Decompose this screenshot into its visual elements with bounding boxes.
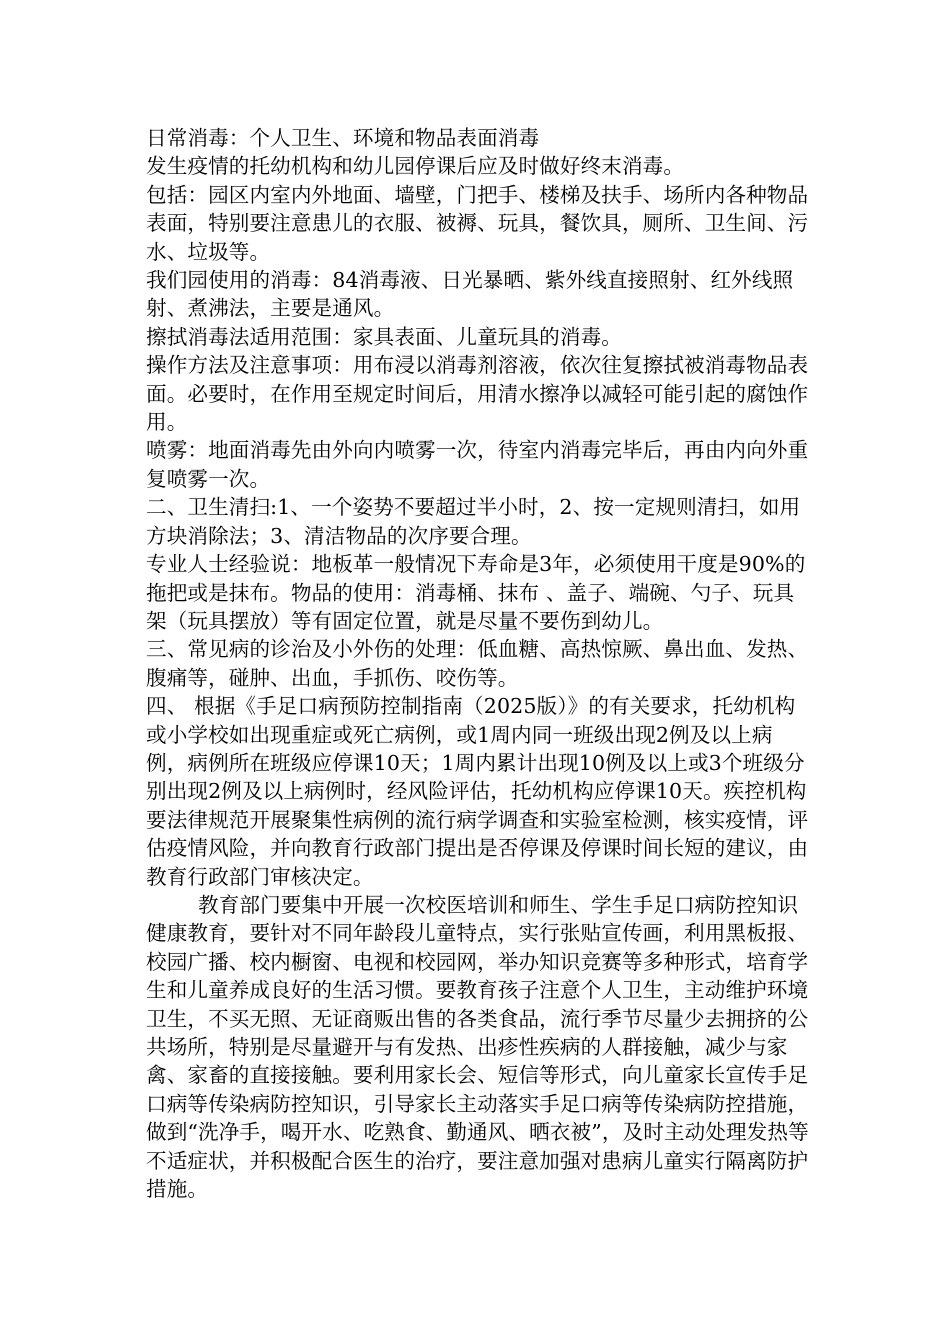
paragraph-daily-disinfection: 日常消毒：个人卫生、环境和物品表面消毒 [146,126,540,150]
paragraph-guideline: 四、 根据《手足口病预防控制指南（2025版）》的有关要求，托幼机构或小学校如出现重症或死亡病例，或1周内同一班级出现2例及以上病例，病例所在班级应停课10天；1周内累计出现10例及以上或3个班级分别出现2例及以上病例时，经风险评估，托幼机构应停课10天。疾控机构要法律规范开展聚集性病例的流行病学调查和实验室检测，核实疫情，评估疫情风险，并向教育行政部门提出是否停课及停课时间长短的建议，由教育行政部门审核决定。 [146,694,809,889]
paragraph-health-education: 教育部门要集中开展一次校医培训和师生、学生手足口病防控知识健康教育，要针对不同年龄段儿童特点，实行张贴宣传画，利用黑板报、校园广播、校内橱窗、电视和校园网，举办知识竞赛等多种形式，培育学生和儿童养成良好的生活习惯。要教育孩子注意个人卫生，主动维护环境卫生，不买无照、无证商贩出售的各类食品，流行季节尽量少去拥挤的公共场所，特别是尽量避开与有发热、出疹性疾病的人群接触，减少与家禽、家畜的直接接触。要利用家长会、短信等形式，向儿童家长宣传手足口病等传染病防控知识，引导家长主动落实手足口病等传染病防控措施，做到“洗净手，喝开水、吃熟食、勤通风、晒衣被”，及时主动处理发热等不适症状，并积极配合医生的治疗，要注意加强对患病儿童实行隔离防护措施。 [146,892,809,1202]
document-body [146,124,810,1203]
paragraph-operation: 操作方法及注意事项：用布浸以消毒剂溶液，依次往复擦拭被消毒物品表面。必要时，在作用至规定时间后，用清水擦净以减轻可能引起的腐蚀作用。 [146,353,809,435]
paragraph-terminal-disinfection: 发生疫情的托幼机构和幼儿园停课后应及时做好终末消毒。 [146,154,685,179]
paragraph-scope: 包括：园区内室内外地面、墙壁，门把手、楼梯及扶手、场所内各种物品表面，特别要注意患儿的衣服、被褥、玩具，餐饮具，厕所、卫生间、污水、垃圾等。 [146,182,809,264]
paragraph-wiping-scope: 擦拭消毒法适用范围：家具表面、儿童玩具的消毒。 [146,324,622,349]
paragraph-spraying: 喷雾：地面消毒先由外向内喷雾一次，待室内消毒完毕后，再由内向外重复喷雾一次。 [146,438,809,491]
paragraph-methods: 我们园使用的消毒：84消毒液、日光暴晒、紫外线直接照射、红外线照射、煮沸法，主要是通风。 [146,268,794,321]
paragraph-expert-advice: 专业人士经验说：地板革一般情况下寿命是3年，必须使用干度是90%的拖把或是抹布。物品的使用：消毒桶、抹布 、盖子、端碗、勺子、玩具架（玩具摆放）等有固定位置，就是尽量不要伤到幼儿。 [146,552,806,633]
paragraph-common-illness: 三、常见病的诊治及小外伤的处理：低血糖、高热惊厥、鼻出血、发热、腹痛等，碰肿、出血，手抓伤、咬伤等。 [146,637,809,690]
paragraph-cleaning: 二、卫生清扫:1、一个姿势不要超过半小时，2、按一定规则清扫，如用方块消除法；3、清洁物品的次序要合理。 [146,495,801,548]
